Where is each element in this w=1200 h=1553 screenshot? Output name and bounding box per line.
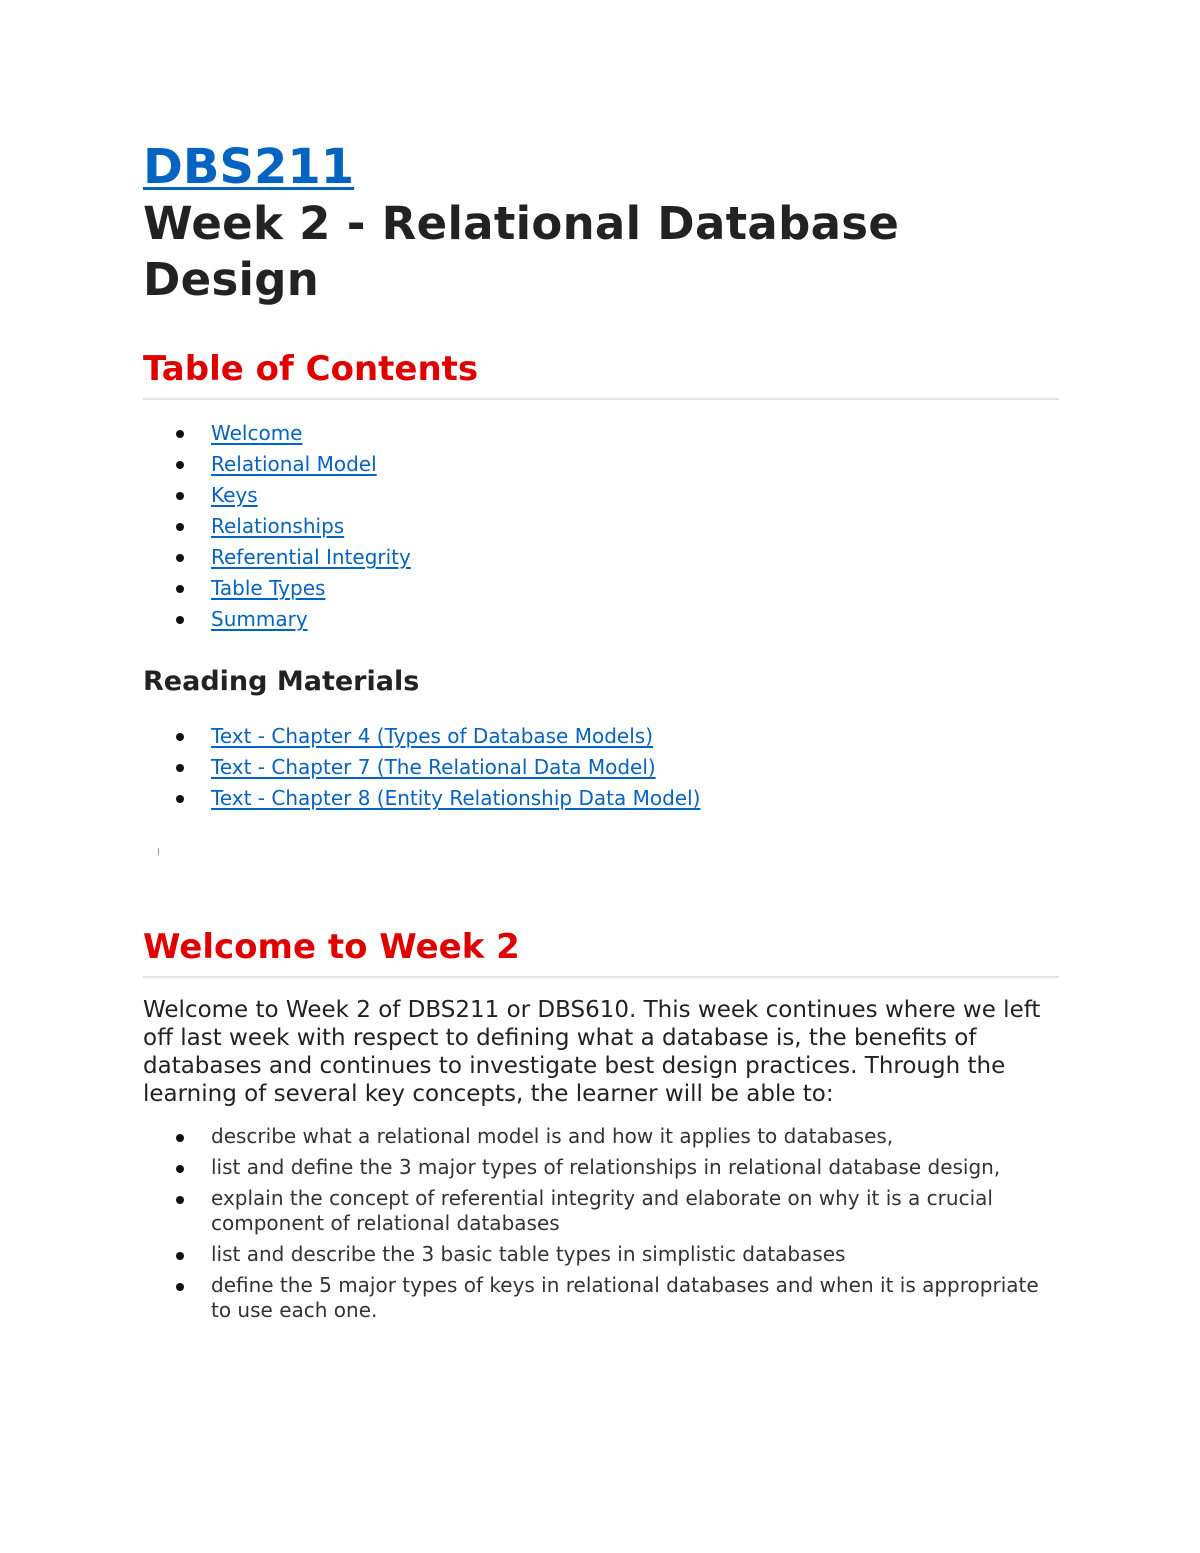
bullet-icon <box>176 461 184 469</box>
toc-item-welcome <box>143 418 1059 449</box>
welcome-section <box>143 926 1059 1329</box>
document-page <box>143 138 1059 1322</box>
objective-text: define the 5 major types of keys in relational databases and when it is appropriate to use each one. <box>211 1273 1039 1322</box>
page-title: Week 2 - Relational Database Design <box>143 197 900 306</box>
objective-item <box>143 1242 1059 1267</box>
objective-item <box>143 1124 1059 1149</box>
toc-item-relationships <box>143 511 1059 542</box>
toc-item-keys <box>143 480 1059 511</box>
toc-link-referential-integrity[interactable]: Referential Integrity <box>211 545 411 569</box>
reading-item <box>143 721 1059 752</box>
toc-list <box>143 418 1059 635</box>
toc-item-relational-model <box>143 449 1059 480</box>
course-code-link[interactable]: DBS211 <box>143 139 355 195</box>
text-cursor-mark <box>158 848 159 855</box>
bullet-icon <box>176 1283 184 1291</box>
objective-text: list and define the 3 major types of relationships in relational database design, <box>211 1155 1001 1179</box>
bullet-icon <box>176 554 184 562</box>
objective-text: explain the concept of referential integrity and elaborate on why it is a crucial component of relational databases <box>211 1186 993 1235</box>
bullet-icon <box>176 795 184 803</box>
toc-link-relationships[interactable]: Relationships <box>211 514 345 538</box>
toc-item-referential-integrity <box>143 542 1059 573</box>
toc-link-keys[interactable]: Keys <box>211 483 258 507</box>
bullet-icon <box>176 616 184 624</box>
toc-link-summary[interactable]: Summary <box>211 607 308 631</box>
objective-item <box>143 1186 1059 1236</box>
reading-item <box>143 752 1059 783</box>
bullet-icon <box>176 733 184 741</box>
bullet-icon <box>176 523 184 531</box>
reading-link-chapter-7[interactable]: Text - Chapter 7 (The Relational Data Model) <box>211 755 656 779</box>
reading-link-chapter-4[interactable]: Text - Chapter 4 (Types of Database Models) <box>211 724 653 748</box>
toc-link-relational-model[interactable]: Relational Model <box>211 452 377 476</box>
bullet-icon <box>176 492 184 500</box>
welcome-heading: Welcome to Week 2 <box>143 926 1059 978</box>
toc-item-summary <box>143 604 1059 635</box>
bullet-icon <box>176 1196 184 1204</box>
reading-list <box>143 721 1059 814</box>
bullet-icon <box>176 764 184 772</box>
learning-objectives-list <box>143 1124 1059 1323</box>
objective-text: list and describe the 3 basic table types in simplistic databases <box>211 1242 846 1266</box>
toc-link-welcome[interactable]: Welcome <box>211 421 303 445</box>
objective-text: describe what a relational model is and how it applies to databases, <box>211 1124 894 1148</box>
objective-item <box>143 1155 1059 1180</box>
bullet-icon <box>176 1134 184 1142</box>
toc-item-table-types <box>143 573 1059 604</box>
reading-item <box>143 783 1059 814</box>
bullet-icon <box>176 1252 184 1260</box>
bullet-icon <box>176 1165 184 1173</box>
reading-link-chapter-8[interactable]: Text - Chapter 8 (Entity Relationship Data Model) <box>211 786 701 810</box>
toc-link-table-types[interactable]: Table Types <box>211 576 326 600</box>
welcome-intro-paragraph: Welcome to Week 2 of DBS211 or DBS610. This week continues where we left off last week with respect to defining what a database is, the benefits of databases and continues to investigate best design practices. Through the learning of several key concepts, the learner will be able to: <box>143 997 1041 1107</box>
objective-item <box>143 1273 1059 1323</box>
bullet-icon <box>176 430 184 438</box>
bullet-icon <box>176 585 184 593</box>
reading-materials-heading: Reading Materials <box>143 666 420 697</box>
toc-heading: Table of Contents <box>143 348 1059 400</box>
